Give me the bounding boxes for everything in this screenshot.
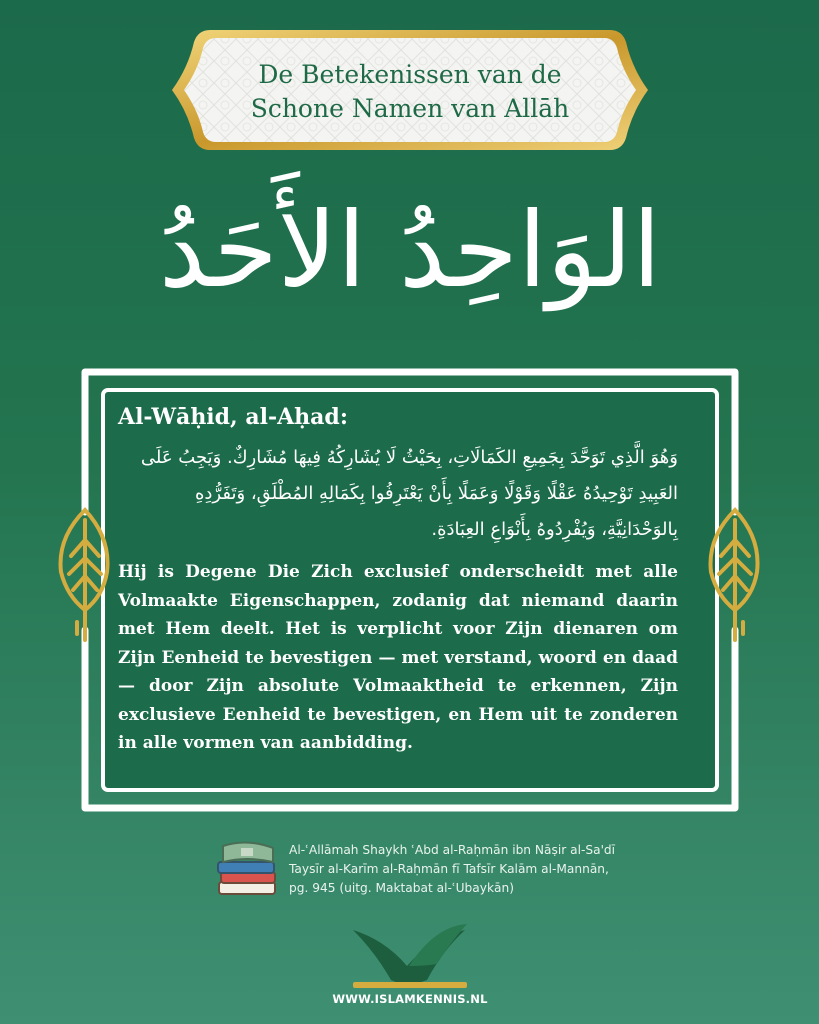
islamkennis-logo [345, 920, 475, 990]
source-page: pg. 945 (uitg. Maktabat al-ʿUbaykān) [289, 881, 514, 895]
content-card [118, 404, 678, 758]
website-url[interactable]: WWW.ISLAMKENNIS.NL [332, 992, 488, 1006]
source-citation [289, 841, 649, 898]
leaf-ornament-left [61, 510, 108, 640]
books-icon [215, 838, 279, 900]
page-title [190, 58, 630, 126]
arabic-name-heading: الوَاحِدُ الأَحَدُ [158, 189, 662, 311]
source-author: Al-ʿAllāmah Shaykh ʿAbd al-Raḥmān ibn Nāṣir al-Sa'dī [289, 843, 616, 857]
arabic-quote: وَهُوَ الَّذِي تَوَحَّدَ بِجَمِيعِ الكَمَالَاتِ، بِحَيْثُ لَا يُشَارِكُهُ فِيهَا مُشَارِكٌ. وَيَجِبُ عَلَى العَبِيدِ تَوْحِيدُهُ عَقْلًا وَقَوْلًا وَعَمَلًا بِأَنْ يَعْتَرِفُوا بِكَمَالِهِ المُطْلَقِ، وَتَفَرُّدِهِ بِالوَحْدَانِيَّةِ، وَيُفْرِدُوهُ بِأَنْوَاعِ العِبَادَةِ. [140, 447, 678, 540]
title-line-1: De Betekenissen van de [258, 60, 562, 89]
dutch-translation: Hij is Degene Die Zich exclusief onderscheidt met alle Volmaakte Eigenschappen, zodanig dat niemand daarin met Hem deelt. Het is verplicht voor Zijn dienaren om Zijn Eenheid te bevestigen — met verstand, woord en daad — door Zijn absolute Volmaaktheid te erkennen, Zijn exclusieve Eenheid te bevestigen, en Hem uit te zonderen in alle vormen van aanbidding. [118, 562, 678, 753]
source-book: Taysīr al-Karīm al-Raḥmān fī Tafsīr Kalām al-Mannān, [289, 862, 609, 876]
title-line-2: Schone Namen van Allāh [250, 94, 570, 123]
card-heading: Al-Wāḥid, al-Aḥad: [118, 404, 348, 430]
